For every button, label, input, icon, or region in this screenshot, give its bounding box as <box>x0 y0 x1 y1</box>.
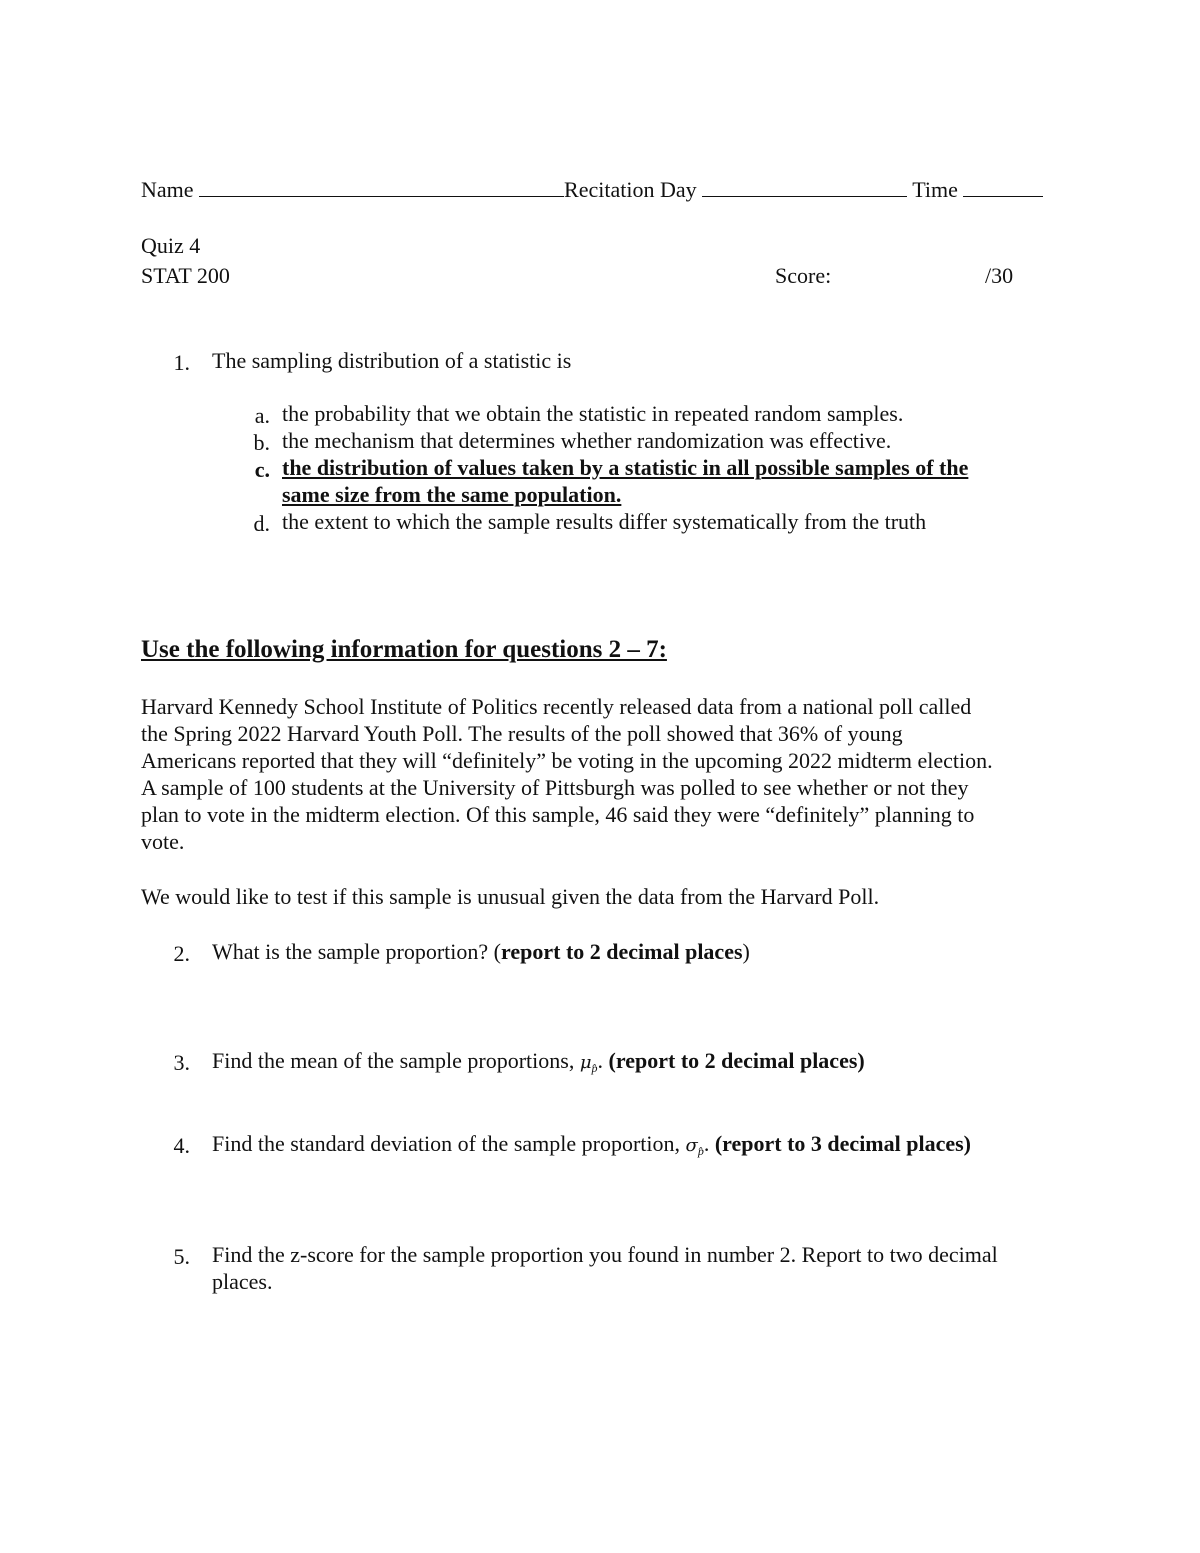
q1-option-c-text-line2: same size from the same population. <box>282 482 622 507</box>
q2-text: What is the sample proportion? ( <box>212 939 501 964</box>
mu-symbol: μ <box>579 1052 592 1073</box>
sigma-symbol: σ <box>685 1135 698 1156</box>
score-label: Score: <box>775 263 832 288</box>
section-heading: Use the following information for questions 2 – 7: <box>141 636 667 663</box>
paragraph-line-6: vote. <box>141 829 185 854</box>
q1-text: The sampling distribution of a statistic is <box>212 348 572 373</box>
name-label: Name <box>141 177 194 202</box>
q1-option-b-text: the mechanism that determines whether randomization was effective. <box>282 428 892 453</box>
q5-line2: places. <box>212 1269 273 1294</box>
mu-subscript: p̂ <box>591 1061 598 1075</box>
q2-bold: report to 2 decimal places <box>500 939 743 964</box>
q4-bold: (report to 3 decimal places) <box>714 1131 972 1156</box>
paragraph-line-4: A sample of 100 students at the University of Pittsburgh was polled to see whether or not they <box>141 775 969 800</box>
paragraph-line-3: Americans reported that they will “definitely” be voting in the upcoming 2022 midterm election. <box>141 748 993 773</box>
q4-after: . <box>703 1131 715 1156</box>
q3-number: 3. <box>173 1050 190 1075</box>
recitation-label: Recitation Day <box>564 177 697 202</box>
q1-option-d-letter: d. <box>253 511 270 536</box>
time-field[interactable] <box>963 178 1043 197</box>
quiz-title: Quiz 4 <box>141 233 201 258</box>
q1-option-a-text: the probability that we obtain the statistic in repeated random samples. <box>282 401 904 426</box>
paragraph-line-2: the Spring 2022 Harvard Youth Poll. The results of the poll showed that 36% of young <box>141 721 903 746</box>
q4-line <box>212 1133 971 1157</box>
score-total: /30 <box>985 263 1014 288</box>
q1-option-d-text: the extent to which the sample results differ systematically from the truth <box>282 509 927 534</box>
paragraph-line-1: Harvard Kennedy School Institute of Politics recently released data from a national poll called <box>141 694 972 719</box>
course-label: STAT 200 <box>141 263 230 288</box>
name-field[interactable] <box>199 178 564 197</box>
q3-after: . <box>597 1048 609 1073</box>
q2-line <box>212 941 750 963</box>
q4-number: 4. <box>173 1133 190 1158</box>
q1-option-b-letter: b. <box>253 430 270 455</box>
q1-option-c-letter: c. <box>254 457 270 482</box>
q3-bold: (report to 2 decimal places) <box>608 1048 865 1073</box>
q2-close: ) <box>742 939 750 964</box>
q2-number: 2. <box>173 941 190 966</box>
time-label: Time <box>912 177 958 202</box>
q3-text: Find the mean of the sample proportions, <box>212 1048 580 1073</box>
sigma-subscript: p̂ <box>697 1144 704 1158</box>
recitation-field[interactable] <box>702 178 907 197</box>
name-line <box>141 178 1043 201</box>
test-statement: We would like to test if this sample is unusual given the data from the Harvard Poll. <box>141 884 880 909</box>
q1-option-a-letter: a. <box>254 403 270 428</box>
q3-line <box>212 1050 865 1074</box>
q5-number: 5. <box>173 1244 190 1269</box>
q5-line1: Find the z-score for the sample proportion you found in number 2. Report to two decimal <box>212 1242 998 1267</box>
q4-text: Find the standard deviation of the sample proportion, <box>212 1131 686 1156</box>
paragraph-line-5: plan to vote in the midterm election. Of this sample, 46 said they were “definitely” planning to <box>141 802 975 827</box>
q1-number: 1. <box>173 350 190 375</box>
q1-option-c-text-line1: the distribution of values taken by a statistic in all possible samples of the <box>282 455 969 480</box>
